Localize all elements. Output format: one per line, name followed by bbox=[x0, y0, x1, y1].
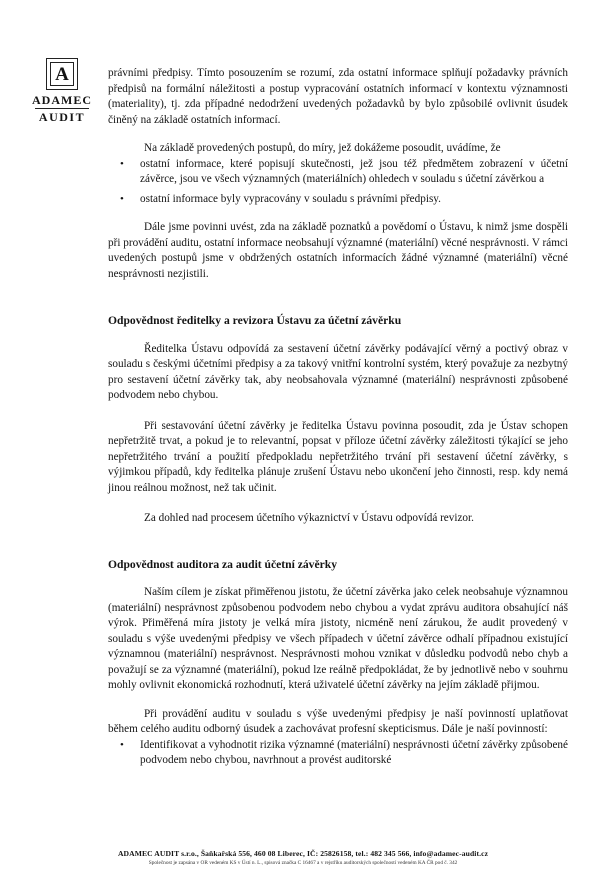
bullet-list bbox=[108, 157, 568, 208]
list-item-text: ostatní informace, které popisují skutečnosti, jež jsou též předmětem zobrazení v účetní závěrce, jsou ve všech významných (materiálních) ohledech v souladu s účetní závěrkou a bbox=[140, 157, 568, 185]
paragraph: Za dohled nad procesem účetního výkaznictví v Ústavu odpovídá revizor. bbox=[144, 512, 474, 524]
bullet-icon: • bbox=[120, 192, 124, 205]
footer-registration: Společnost je zapsána v OR vedeném KS v Ústí n. L., spisová značka C 16467 a v rejstříku auditorských společností vedeném KA ČR pod č. 342 bbox=[148, 860, 458, 866]
page-footer bbox=[30, 849, 576, 867]
paragraph: Při provádění auditu v souladu s výše uvedenými předpisy je naší povinností uplatňovat během celého auditu odborný úsudek a zachovávat profesní skepticismus. Dále je naší povinností: bbox=[108, 707, 568, 735]
bullet-icon: • bbox=[120, 738, 124, 751]
section-heading: Odpovědnost ředitelky a revizora Ústavu za účetní závěrku bbox=[108, 314, 402, 327]
list-item bbox=[108, 192, 568, 208]
paragraph: Ředitelka Ústavu odpovídá za sestavení účetní závěrky podávající věrný a poctivý obraz v souladu s českými účetními předpisy a za takový vnitřní kontrolní systém, který považuje za nezbytný pro sestavení účetní závěrky tak, aby neobsahovala významné (materiální) nesprávnosti způsobené podvodem nebo chybou. bbox=[108, 342, 568, 401]
footer-contact: ADAMEC AUDIT s.r.o., Šaňkařská 556, 460 08 Liberec, IČ: 25826158, tel.: 482 345 566, info@adamec-audit.cz bbox=[117, 849, 489, 858]
bullet-icon: • bbox=[120, 157, 124, 170]
logo-letter: A bbox=[50, 62, 74, 86]
list-item-text: Identifikovat a vyhodnotit rizika významné (materiální) nesprávnosti účetní závěrky způsobené podvodem nebo chybou, navrhnout a provést auditorské bbox=[140, 738, 568, 766]
section-heading: Odpovědnost auditora za audit účetní závěrky bbox=[108, 557, 337, 571]
document-body bbox=[108, 66, 568, 769]
logo-emblem bbox=[46, 58, 78, 90]
paragraph: Dále jsme povinni uvést, zda na základě poznatků a povědomí o Ústavu, k nimž jsme dospěli při provádění auditu, ostatní informace neobsahují významné (materiální) věcné nesprávnosti. V rámci uvedených postupů jsme v obdržených ostatních informacích žádné významné (materiální) věcné nesprávnosti nezjistili. bbox=[108, 221, 568, 280]
paragraph: právními předpisy. Tímto posouzením se rozumí, zda ostatní informace splňují požadavky právních předpisů na formální náležitosti a postup vypracování ostatních informací v kontextu významnosti (materiality), tj. zda případné nedodržení uvedených požadavků by bylo způsobilé ovlivnit úsudek činěný na základě ostatních informací. bbox=[108, 67, 568, 126]
paragraph: Na základě provedených postupů, do míry, jež dokážeme posoudit, uvádíme, že bbox=[144, 142, 501, 154]
logo-name-line1: ADAMEC bbox=[32, 93, 92, 107]
list-item bbox=[108, 157, 568, 188]
company-logo bbox=[30, 58, 94, 123]
bullet-list bbox=[108, 738, 568, 769]
paragraph: Při sestavování účetní závěrky je ředitelka Ústavu povinna posoudit, zda je Ústav schopen nepřetržitě trvat, a pokud je to relevantní, popsat v příloze účetní závěrky záležitosti týkající se jeho nepřetržitého trvání a použití předpokladu nepřetržitého trvání při sestavení účetní závěrky, s výjimkou případů, kdy ředitelka plánuje zrušení Ústavu nebo ukončení jeho činnosti, resp. kdy nemá jinou reálnou možnost, než tak učinit. bbox=[108, 419, 568, 494]
logo-name-line2: AUDIT bbox=[35, 108, 89, 123]
paragraph: Naším cílem je získat přiměřenou jistotu, že účetní závěrka jako celek neobsahuje významnou (materiální) nesprávnost způsobenou podvodem nebo chybou a vydat zprávu auditora obsahující náš výrok. Přiměřená míra jistoty je velká míra jistoty, nicméně není zárukou, že audit provedený v souladu s výše uvedenými předpisy ve všech případech v účetní závěrce odhalí případnou existující významnou (materiální) nesprávnost. Nesprávnosti mohou vznikat v důsledku podvodů nebo chyb a považují se za významné (materiální), pokud lze reálně předpokládat, že by jednotlivě nebo v souhrnu mohly ovlivnit ekonomická rozhodnutí, která uživatelé účetní závěrky na jejím základě přijmou. bbox=[108, 586, 568, 691]
list-item bbox=[108, 738, 568, 769]
list-item-text: ostatní informace byly vypracovány v souladu s právními předpisy. bbox=[140, 192, 441, 205]
